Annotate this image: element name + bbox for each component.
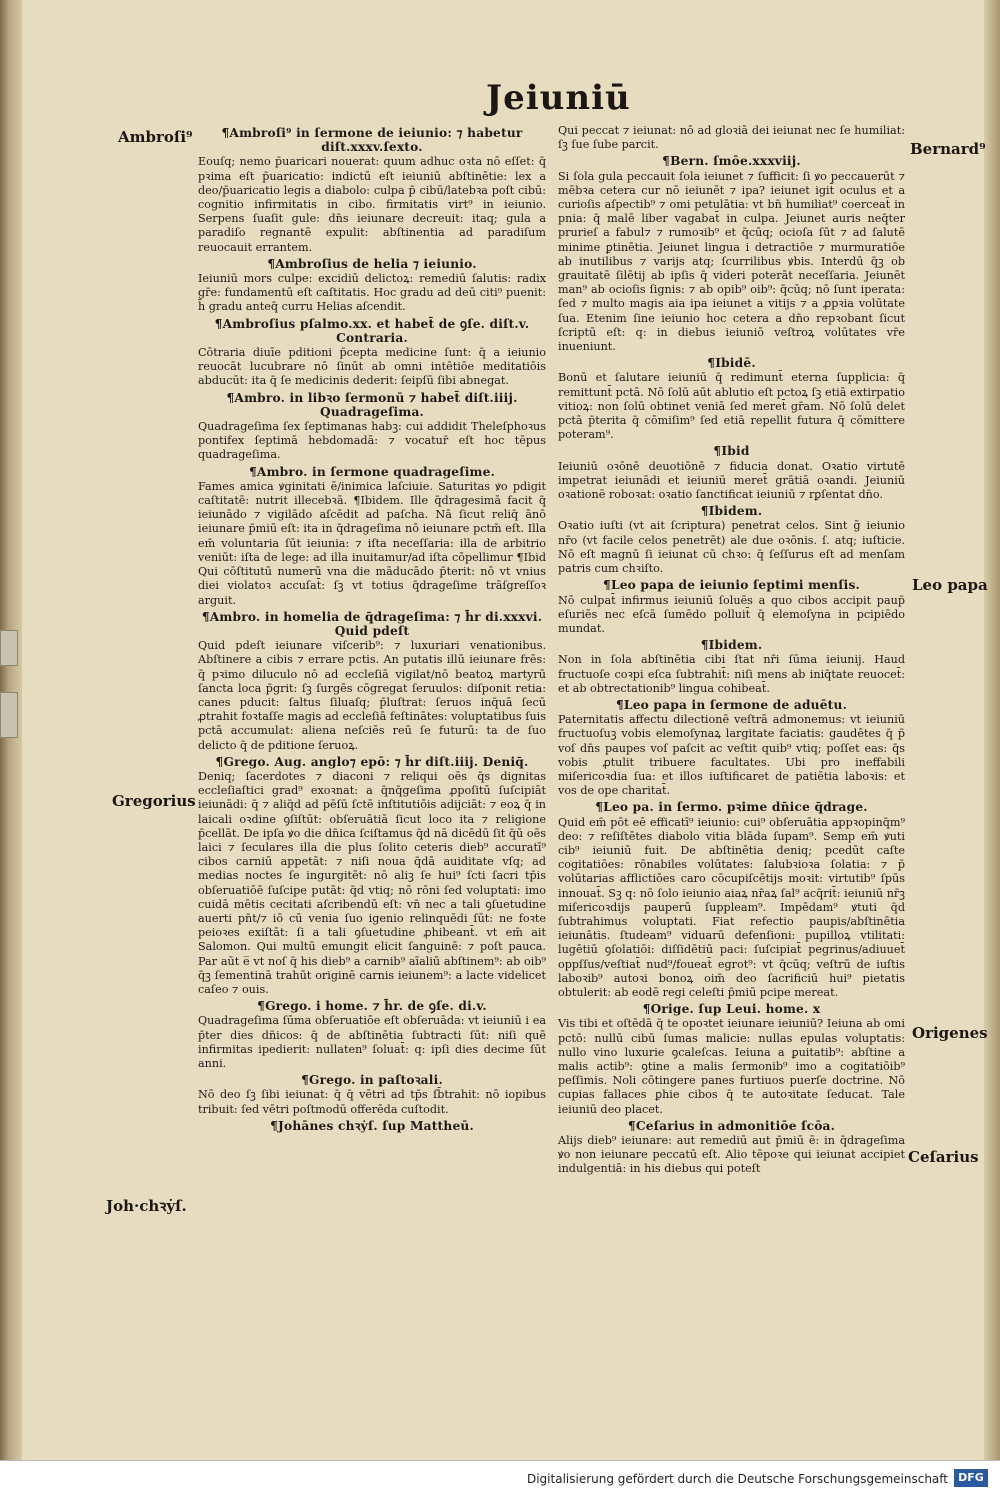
section-heading: ¶Leo papa de ieiunio ſeptimi menſis. xyxy=(602,578,861,593)
dfg-logo: DFG xyxy=(954,1469,988,1487)
paragraph: Quid pdeſt ieiunare viſcerib⁹: ⁊ luxuriari venationibus. Abſtinere a cibis ⁊ errare pctis. An putatis illū ieiunare frēs: q̄ pꝛimo diluculo nō ad eccleſiā vigilat/nō beatoꝝ martyrū ſancta loca p̄grit: ſꝫ ſurgēs cōgregat ſeruulos: diſponit retia: canes pducit: ſaltus ſiluaſq; p̄luſtrat: ſeruos inq̄uā ſecū ꝓtrahit foꝛtaſſe magis ad eccleſiā feſtinātes: voluptatibus ſuis pctā accumulat: aliena neſciēs reū ſe futurū: ta de ſuo delicto q̄ de pditione ſeruoꝝ. xyxy=(198,639,546,752)
section-heading: ¶Ambro. in libꝛo ſermonū ⁊ habet̄ diſt.iiij. Quadrageſima. xyxy=(226,390,518,419)
section-heading: ¶Grego. Aug. anglo⁊ epō: ⁊ h̄r diſt.iiij. Deniq̄. xyxy=(215,754,529,769)
section-heading: ¶Leo papa in ſermone de aduētu. xyxy=(615,697,848,712)
right-column xyxy=(558,124,905,1177)
paragraph: Ieiuniū mors culpe: excidiū delictoꝝ: remediū ſalutis: radix gr̄e: fundamentū eſt caſtitatis. Hoc gradu ad deū citi⁹ puenit: h̄ gradu anteq̄ curru Helias aſcendit. xyxy=(198,272,546,314)
paragraph: Deniq; ſacerdotes ⁊ diaconi ⁊ reliqui oēs q̄s dignitas eccleſiaſtici grad⁹ exoꝛnat: a q̄nq̄geſima ꝓpoſitū ſuſcipiāt ieiunādi: q̄ ⁊ aliq̄d ad pēſū ſctē inſtitutiōis adijciāt: ⁊ eoꝝ q̄ in laicali oꝛdine ꝯſiſtūt: obſeruātiā ſicut loco ita ⁊ religione p̄cellāt. De ipſa ꝟo die dn̄ica ſciſtamus q̄d nā dicēdū ſit q̄ū oēs laici ⁊ ſeculares illa die plus ſolito ceteris dieb⁹ accuratī⁹ cibos carniū appetāt: ⁊ niſi noua q̄dā auiditate vſq; ad medias noctes ſe ingurgitēt: nō aliꝫ ſe hui⁹ ſcti ſacri tp̄is obſeruatiōē ſuſcipe putāt: q̄d vtiq; nō rōni ſed voluptati: imo cuidā mētis cecitati aſcribendū eſt: vn̄ nec a tali ꝯſuetudine auerti pn̄t/⁊ iō cū venia ſuo igenio relinquēdi ſūt: ne foꝛte peioꝛes exiſtāt: ſi a tali ꝯſuetudine ꝓhibeant̄. vt em̄ ait Salomon. Qui multū emungit elicit ſanguinē: ⁊ poſt pauca. Par aūt e̅ vt noſ q̄ his dieb⁹ a carnib⁹ aīaliū abſtinem⁹: ab oib⁹ q̄ꝫ ſementinā trahūt originē carnis ieiunem⁹: a lacte videlicet caſeo ⁊ ouis. xyxy=(198,769,546,996)
section-heading: ¶Johānes chꝛẏſ. ſup Mattheū. xyxy=(270,1118,474,1133)
left-column xyxy=(198,124,546,1134)
section-heading: ¶Ibid xyxy=(713,444,750,459)
section-heading: ¶Ambroſius pſalmo.xx. et habet̄ de ꝯſe. diſt.v. Contraria. xyxy=(214,316,530,345)
section-heading: ¶Ibidem. xyxy=(700,638,763,653)
paragraph: Nō deo ſꝫ ſibi ieiunat: q̄ q̄ vētri ad tp̄s ſb̄trahit: nō iopibus tribuit: ſed vētri poſtmodū offerēda cuſtodit. xyxy=(198,1088,546,1116)
paragraph: Qui peccat ⁊ ieiunat: nō ad gloꝛiā dei ieiunat nec ſe humiliat: ſꝫ ſue ſube parcit. xyxy=(558,124,905,152)
section-heading: ¶Bern. ſmōe.xxxviij. xyxy=(662,154,801,169)
section-heading: ¶Ambroſi⁹ in ſermone de ieiunio: ⁊ habetur diſt.xxxv.ſexto. xyxy=(221,126,523,155)
paragraph: Nō culpat̄ infirmus ieiuniū ſoluēs a quo cibos accipit paup̄ eſuriēs nec eſcā ſumēdo polluit̄ q̄ elemoſyna in pcipiēdo mundat. xyxy=(558,593,905,635)
paragraph: Eouſq; nemo p̄uaricari nouerat: quum adhuc oꝛta nō eſſet: q̄ pꝛima eſt p̄uaricatio: indictū eſt ieiuniū abſtinētie: lex a deo/p̄uaricatio legis a diabolo: culpa p̄ cibū/latebꝛa poſt cibū: cognitio infirmitatis in cibo. firmitatis virt⁹ in ieiunio. Serpens ſuaſit gule: dn̄s ieiunare decreuit: itaq; gula a paradiſo regnantē expulit: abſtinentia ad paradiſum reuocauit errantem. xyxy=(198,155,546,254)
paragraph: Fames amica ꝟginitati ē/inimica laſciuie. Saturitas ꝟo pdigit caſtitatē: nutrit illecebꝛā. ¶Ibidem. Ille q̄dragesimā facit q̄ ieiunādo ⁊ vigilādo aſcēdit ad paſcha. Nā ſicut reliq̄ ānō ieiunare p̄miū eſt: ita in q̄drageſima nō ieiunare pctm̄ eſt. Illa em̄ voluntaria ſūt ieiunia: ⁊ iſta neceſſaria: illa de arbitrio veniūt: iſta de lege: ad illa inuitamur/ad iſta cōpellimur ¶Ibid Qui cōſtitutū numerū vna die māducādo p̄terit: nō vt vnius diei violatoꝛ accuſat̄: ſꝫ vt totius q̄drageſime trāſgreſſoꝛ arguit. xyxy=(198,479,546,607)
section-heading: ¶Ambroſius de helia ⁊ ieiunio. xyxy=(267,256,477,271)
paragraph: Oꝛatio iuſti (vt ait ſcriptura) penetrat celos. Sint g̃ ieiunio nr̄o (vt facile celos penetrēt) ale due oꝛōnis. ſ. atq; iuſticie. Nō eſt magnū ſi ieiunat cū chꝛo: q̄ ſeſſurus eſt ad menſam patris cum chꝛiſto. xyxy=(558,519,905,576)
page-edge xyxy=(984,0,1000,1460)
margin-note-leo: Leo papa xyxy=(912,576,988,594)
paragraph: Paternitatis affectu dilectionē veſtrā admonemus: vt ieiuniū fructuoſuꝫ vobis elemoſynaꝝ largitate faciatis: gaudētes q̄ p̄ voſ dn̄s paupes voſ paſcit ac veſtit quib⁹ vtiq; poſſet eas: q̄s vobis ꝓtulit tribuere facultates. Ubi pro ineffabili miſericoꝛdia ſua: et illos iuſtificaret de patiētia laboꝛis: et vos de ope charitat̄. xyxy=(558,713,905,798)
section-heading: ¶Grego. in paſtoꝛali. xyxy=(301,1073,443,1088)
running-head: Jeiuniū xyxy=(486,78,631,118)
margin-note-ambrosius: Ambroſi⁹ xyxy=(118,128,193,146)
section-heading: ¶Ibidem. xyxy=(700,504,763,519)
margin-note-cesarius: Ceſarius xyxy=(908,1148,979,1166)
section-heading: ¶Ambro. in ſermone quadrageſime. xyxy=(248,464,496,479)
margin-note-gregorius: Gregorius xyxy=(112,792,196,810)
footer-bar xyxy=(0,1460,1000,1498)
paragraph: Bonū et ſalutare ieiuniū q̄ redimunt̄ eterna ſupplicia: q̄ remittunt̄ pctā. Nō ſolū aūt ablutio eſt pctoꝝ ſꝫ etiā extirpatio vitioꝝ: non ſolū obtinet veniā ſed meret̄ gr̄am. Nō ſolū delet pctā p̄terita q̄ cōmiſim⁹ ſed etiā repellit futura q̄ cōmittere poteram⁹. xyxy=(558,371,905,442)
index-tab xyxy=(0,692,18,738)
paragraph: Vis tibi et oſtēdā q̄ te opoꝛtet ieiunare ieiuniū? Ieiuna ab omi pctō: nullū cibū ſumas malicie: nullas epulas voluptatis: nullo vino luxurie ꝯcaleſcas. Ieiuna a ꝑuitatib⁹: abſtine a malis actib⁹: ꝯtine a malis ſermonib⁹ imo a cogitatiōib⁹ peſſimis. Noli cōtingere panes furtiuos puerſe doctrine. Nō cupias fallaces ꝑhie cibos q̄ te autoꝛitate ſeducat. Tale ieiuniū deo placet. xyxy=(558,1017,905,1116)
footer-credit: Digitalisierung gefördert durch die Deutsche Forschungsgemeinschaft xyxy=(526,1472,948,1486)
paragraph: Quid em̄ pōt eē efficatī⁹ ieiunio: cui⁹ obſeruātia appꝛopinq̄m⁹ deo: ⁊ reſiſtētes diabolo vitia blāda ſupam⁹. Semp em̄ ꝟuti cib⁹ ieiuniū fuit. De abſtinētia deniq; pcedūt caſte cogitatiōes: rōnabiles volūtates: ſalubꝛioꝛa ſolatia: ⁊ p̄ volūtarias afflictiōes caro cōcupiſcētijs moꝛit: virtutib⁹ ſpūs innouat̄. Sꝫ q: nō ſolo ieiunio aiaꝝ nr̄aꝝ ſal⁹ acq̄rit̄: ieiuniū nr̄ꝫ miſericoꝛdijs pauperū ſuppleam⁹. Impēdam⁹ ꝟtuti q̄d ſubtrahimus voluptati. Fiat refectio paupis/abſtinētia ieiunātis. ſtudeam⁹ viduarū defenſioni: pupilloꝝ vtilitati: lugētiū ꝯſolatiōi: diſſidētiū paci: ſuſcipiat̄ pegrinus/adiuuet̄ oppſſus/veſtiat̄ nud⁹/foueat̄ egrot⁹: vt q̄cūq; veſtrū de iuſtis laboꝛib⁹ autoꝛi bonoꝝ oim̄ deo ſacrificiū hui⁹ pietatis obtulerit: ab eodē regi celeſti p̄miū pcipe mereat. xyxy=(558,815,905,999)
section-heading: ¶Orige. ſup Leui. home. x xyxy=(642,1002,821,1017)
paragraph: Alijs dieb⁹ ieiunare: aut remediū aut p̄miū ē: in q̄drageſima ꝟo non ieiunare peccatū eſt. Alio tēpoꝛe qui ieiunat accipiet indulgentiā: in his diebus qui poteſt xyxy=(558,1134,905,1176)
paragraph: Quadrageſima ſūma obſeruatiōe eſt obſeruāda: vt ieiuniū i ea p̄ter dies dn̄icos: q̄ de abſtinētia ſubtracti ſūt: niſi quē infirmitas ipedierit: nullaten⁹ ſoluat̄: q: ipſi dies decime ſūt anni. xyxy=(198,1014,546,1070)
index-tab xyxy=(0,630,18,666)
section-heading: ¶Leo pa. in ſermo. pꝛime dn̄ice q̄drage. xyxy=(595,800,868,815)
section-heading: ¶Ceſarius in admonitiōe ſcōa. xyxy=(627,1118,836,1133)
section-heading: ¶Ambro. in homelia de q̄drageſima: ⁊ h̄r di.xxxvi. Quid pdeſt xyxy=(201,609,543,638)
section-heading: ¶Ibidē. xyxy=(707,356,756,371)
paragraph: Cōtraria diuīe pditioni p̄cepta medicine ſunt: q̄ a ieiunio reuocāt lucubrare nō ſinūt ab omni intētiōe meditatiōis abducūt: ita q̄ ſe medicinis dederit: ſeipſū ſibi abnegat. xyxy=(198,346,546,388)
paragraph: Si ſola gula peccauit ſola ieiunet ⁊ ſufficit: ſi ꝟo peccauerūt ⁊ mēbꝛa cetera cur nō ieiunēt ⁊ ipa? ieiunet igit̄ oculus et a curioſis aſpectib⁹ ⁊ omi petulātia: vt bn̄ humiliat⁹ coerceat̄ in pnia: q̄ malē liber vagabat̄ in culpa. Jeiunet auris neq̄ter prurieſ a fabul⁊ ⁊ rumoꝛib⁹ et q̄cūq; ocioſa ſūt ⁊ ad ſalutē minime ꝑtinētia. Jeiunet lingua i detractiōe ⁊ murmuratiōe ab inutilibus ⁊ varijs atq; ſcurrilibus ꝟbis. Interdū q̄ꝫ ob grauitatē ſilētij ab ipſis q̄ videri poterāt neceſſaria. Jeiunēt man⁹ ab ocioſis ſignis: ⁊ ab opib⁹ oib⁹: q̄cūq; nō ſunt iperata: ſed ⁊ multo magis aia ipa ieiunet a vitijs ⁊ a ꝓpꝛia volūtate ſua. Etenim ſine ieiunio hoc cetera a dn̄o repꝛobant ſicut ſcriptū eſt: q: in diebus ieiuniō veſtroꝝ volūtates vr̄e inueniunt. xyxy=(558,169,905,354)
margin-note-bernard: Bernard⁹ xyxy=(910,140,986,158)
margin-note-joh: Joh·chꝛẏſ. xyxy=(106,1197,187,1215)
paragraph: Non in ſola abſtinētia cibi ſtat nr̄i ſūma ieiunij. Haud fructuoſe coꝛpi eſca ſubtrahit̄: niſi mens ab iniq̄tate reuocet̄: et ab obtrectationib⁹ lingua cohibeat̄. xyxy=(558,653,905,695)
paragraph: Quadrageſima ſex ſeptimanas habꝫ: cui addidit Theleſphoꝛus pontifex ſeptimā hebdomadā: ⁊ vocatur̄ eſt hoc tēpus quadrageſima. xyxy=(198,420,546,462)
section-heading: ¶Grego. i home. ⁊ h̄r. de ꝯſe. di.v. xyxy=(257,999,487,1014)
margin-note-origenes: Origenes xyxy=(912,1024,988,1042)
paragraph: Ieiuniū oꝛōnē deuotiōnē ⁊ fiducia donat. Oꝛatio virtutē impetrat ieiunādi et ieiuniū meret̄ grātiā oꝛandi. Jeiuniū oꝛationē roboꝛat: oꝛatio ſanctificat ieiuniū ⁊ rꝑſentat dn̄o. xyxy=(558,459,905,502)
